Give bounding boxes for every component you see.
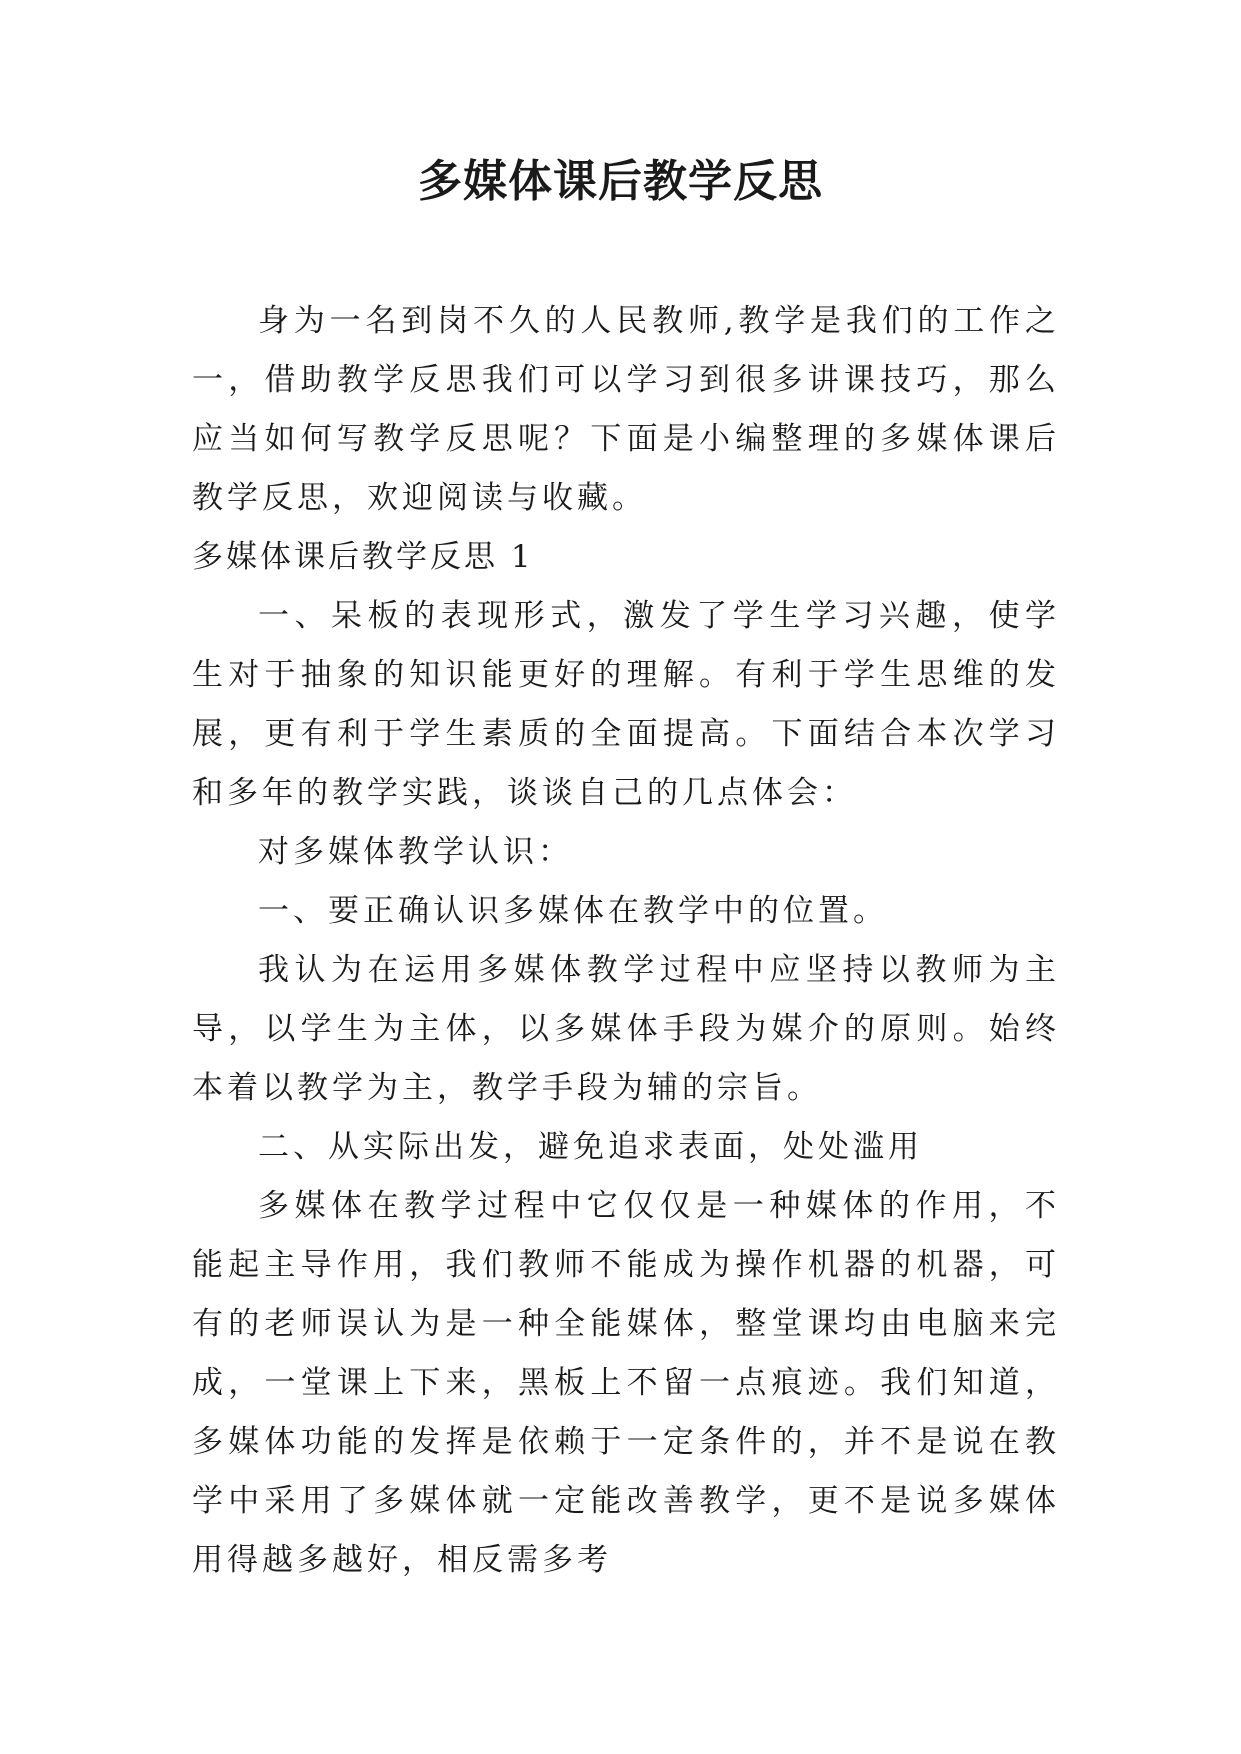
body-paragraph-3: 一、要正确认识多媒体在教学中的位置。	[258, 893, 888, 929]
body-paragraph-5: 二、从实际出发，避免追求表面，处处滥用	[258, 1129, 923, 1165]
body-paragraph-4: 我认为在运用多媒体教学过程中应坚持以教师为主导，以学生为主体，以多媒体手段为媒介的原则。始终本着以教学为主，教学手段为辅的宗旨。	[192, 952, 1060, 1106]
body-paragraph-6: 多媒体在教学过程中它仅仅是一种媒体的作用，不能起主导作用，我们教师不能成为操作机器的机器，可有的老师误认为是一种全能媒体，整堂课均由电脑来完成，一堂课上下来，黑板上不留一点痕迹。我们知道，多媒体功能的发挥是依赖于一定条件的，并不是说在教学中采用了多媒体就一定能改善教学，更不是说多媒体用得越多越好，相反需多考	[192, 1188, 1060, 1578]
body-paragraph-2: 对多媒体教学认识：	[258, 834, 573, 870]
document-title: 多媒体课后教学反思	[418, 156, 823, 207]
section-heading: 多媒体课后教学反思 1	[192, 539, 534, 575]
document-body	[192, 292, 1060, 1590]
intro-paragraph: 身为一名到岗不久的人民教师,教学是我们的工作之一，借助教学反思我们可以学习到很多讲课技巧，那么应当如何写教学反思呢？下面是小编整理的多媒体课后教学反思，欢迎阅读与收藏。	[192, 303, 1060, 516]
body-paragraph-1: 一、呆板的表现形式，激发了学生学习兴趣，使学生对于抽象的知识能更好的理解。有利于学生思维的发展，更有利于学生素质的全面提高。下面结合本次学习和多年的教学实践，谈谈自己的几点体会：	[192, 598, 1060, 811]
